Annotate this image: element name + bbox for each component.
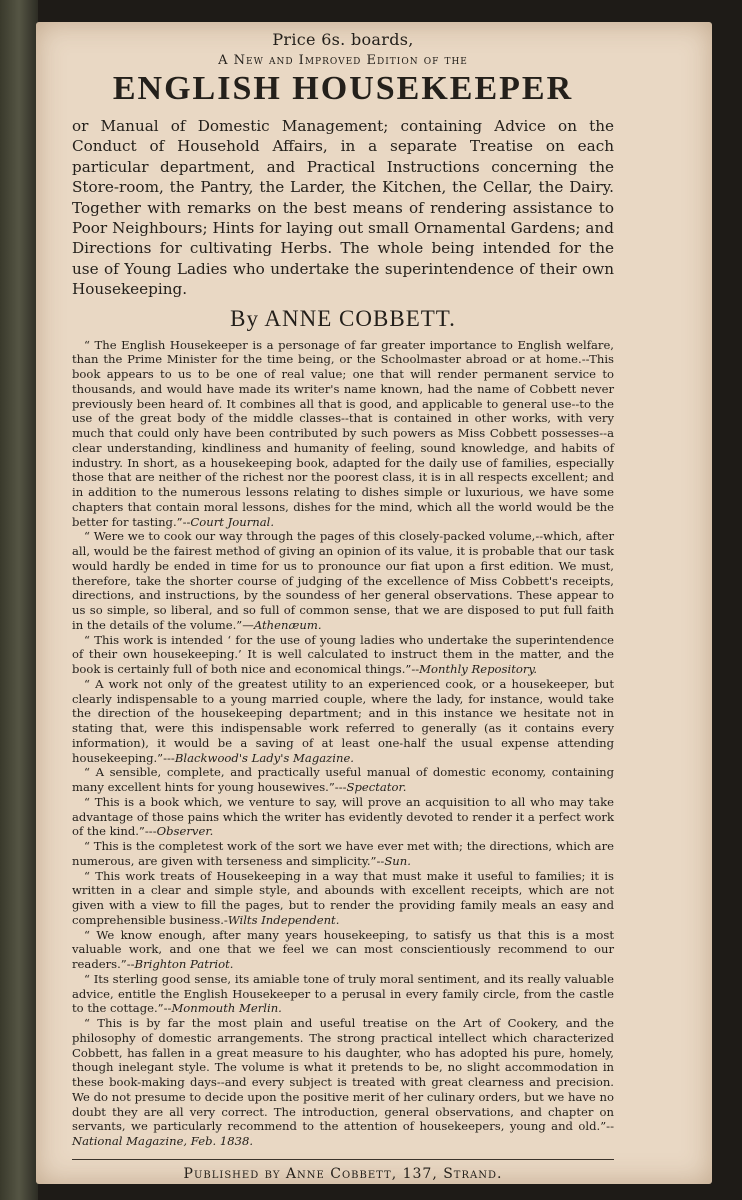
review-item [72, 338, 614, 530]
review-item [72, 529, 614, 632]
review-text: “ This is the completest work of the sort we have ever met with; the directions, which are numerous, are given with terseness and simplicity.”-- [72, 839, 614, 868]
review-text: “ Its sterling good sense, its amiable tone of truly moral sentiment, and its really valuable advice, entitle the English Housekeeper to a perusal in every family circle, from the castle to the cottage.”-- [72, 971, 614, 1016]
publisher-line: Published by Anne Cobbett, 137, Strand. [183, 1165, 503, 1182]
review-source: Sun. [384, 853, 411, 868]
review-item [72, 677, 614, 766]
book-title: ENGLISH HOUSEKEEPER [112, 70, 574, 107]
review-text: “ The English Housekeeper is a personage of far greater importance to English welfare, than the Prime Minister for the time being, or the Schoolmaster abroad or at home.--This book appears to us to be one of real value; one that will render permanent service to thousands, and would have made its writer's name known, had the name of Cobbett never previously been heard of. It combines all that is good, and applicable to general use--to the use of the great body of the middle classes--that is contained in other works, with very much that could only have been contributed by such powers as Miss Cobbett possesses--a clear understanding, kindliness and humanity of feeling, sound knowledge, and habits of industry. In short, as a housekeeping book, adapted for the daily use of families, especially those that are neither of the richest nor the poorest class, it is in all respects excellent; and in addition to the numerous lessons relating to dishes simple or luxurious, we have some chapters that contain moral lessons, dishes for the mind, which all the world would be the better for tasting.”-- [72, 337, 614, 529]
review-source: Monmouth Merlin. [171, 1001, 282, 1016]
review-source: National Magazine, Feb. 1838. [72, 1134, 254, 1149]
price-line: Price 6s. boards, [272, 30, 414, 49]
review-source: Observer. [156, 824, 214, 839]
review-text: “ This work is intended ‘ for the use of young ladies who undertake the superintendence of their own housekeeping.’ It is well calculated to instruct them in the matter, and the book is certainly full of both nice and economical things.”-- [72, 632, 614, 677]
review-source: Spectator. [346, 780, 407, 795]
review-text: “ This is by far the most plain and useful treatise on the Art of Cookery, and the philosophy of domestic arrangements. The strong practical intellect which characterized Cobbett, has fallen in a great measure to his daughter, who has adopted his pure, homely, though inelegant style. The volume is what it pretends to be, no slight accommodation in these book-making days--and every subject is treated with great clearness and precision. We do not presume to decide upon the positive merit of her culinary orders, but we have no doubt they are all very correct. The introduction, general observations, and chapter on servants, we particularly recommend to the attention of housekeepers, young and old.”-- [72, 1016, 614, 1134]
review-item [72, 765, 614, 795]
review-item [72, 869, 614, 928]
review-source: Blackwood's Lady's Magazine. [174, 750, 354, 765]
review-text: “ Were we to cook our way through the pages of this closely-packed volume,--which, after all, would be the fairest method of giving an opinion of its value, it is probable that our task would hardly be ended in time for us to pronounce our fiat upon a first edition. We must, therefore, take the shorter course of judging of the excellence of Miss Cobbett's receipts, directions, and instructions, by the soundess of her general observations. These appear to us so simple, so liberal, and so full of common sense, that we are disposed to put full faith in the details of the volume.”— [72, 529, 614, 632]
review-text: “ We know enough, after many years housekeeping, to satisfy us that this is a most valuable work, and one that we feel we can most conscientiously recommend to our readers.”-- [72, 927, 614, 972]
review-text: “ A work not only of the greatest utility to an experienced cook, or a housekeeper, but clearly indispensable to a young married couple, where the lady, for instance, would take the direction of the housekeeping department; and in this instance we hesitate not in stating that, were this indispensable work referred to generally (as it contains every information), it would be a saving of at least one-half the usual expense attending housekeeping.”--- [72, 676, 614, 765]
review-item [72, 928, 614, 972]
review-source: Wilts Independent. [227, 912, 340, 927]
review-item [72, 633, 614, 677]
review-source: Brighton Patriot. [134, 957, 234, 972]
advertisement-page [72, 30, 614, 1182]
book-spine [0, 0, 38, 1200]
review-source: Monthly Repository. [419, 662, 538, 677]
review-list [72, 338, 614, 1149]
review-item [72, 972, 614, 1016]
divider-rule [72, 1159, 614, 1160]
review-item [72, 1016, 614, 1149]
author-line: By ANNE COBBETT. [230, 305, 456, 331]
book-description: or Manual of Domestic Management; containing Advice on the Conduct of Household Affairs, in a separate Treatise on each particular department, and Practical Instructions concerning the Store-room, the Pantry, the Larder, the Kitchen, the Cellar, the Dairy. Together with remarks on the best means of rendering assistance to Poor Neighbours; Hints for laying out small Ornamental Gardens; and Directions for cultivating Herbs. The whole being intended for the use of Young Ladies who undertake the superintendence of their own Housekeeping. [72, 117, 614, 299]
review-item [72, 839, 614, 869]
edition-subtitle: A New and Improved Edition of the [218, 53, 468, 68]
review-source: Athenæum. [253, 617, 322, 632]
review-text: “ This is a book which, we venture to say, will prove an acquisition to all who may take advantage of those pains which the writer has evidently devoted to render it a perfect work of the kind.”--- [72, 794, 614, 839]
review-text: “ A sensible, complete, and practically useful manual of domestic economy, containing many excellent hints for young housewives.”--- [72, 765, 614, 795]
review-item [72, 795, 614, 839]
review-source: Court Journal. [190, 514, 275, 529]
review-text: “ This work treats of Housekeeping in a way that must make it useful to families; it is written in a clear and simple style, and abounds with excellent receipts, which are not given with a view to fill the pages, but to render the providing family meals an easy and comprehensible business.- [72, 868, 614, 927]
